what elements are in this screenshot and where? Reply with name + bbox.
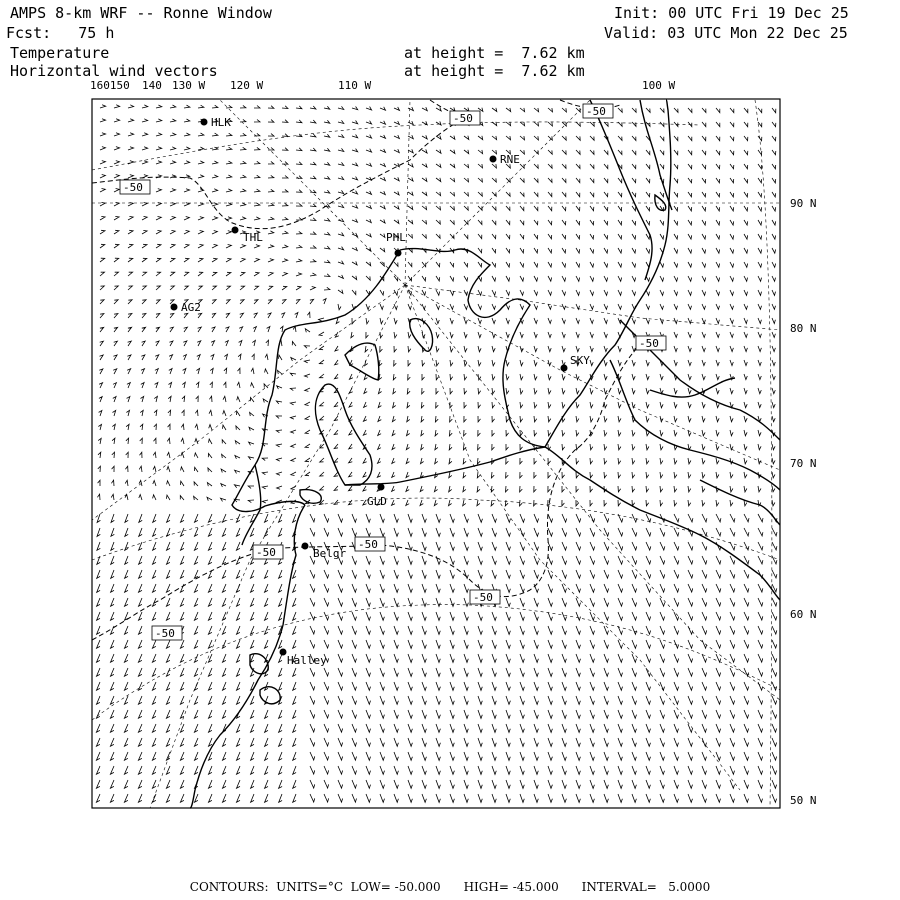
- contour-label: -50: [155, 627, 175, 640]
- lat-label-70n: 70 N: [790, 457, 817, 470]
- lon-label-130w: 130 W: [172, 79, 206, 92]
- wind-vectors: [96, 105, 777, 803]
- temperature-contour: [92, 100, 640, 640]
- contour-label: -50: [473, 591, 493, 604]
- latitude-labels: [790, 197, 817, 807]
- contours-footer: CONTOURS: UNITS=°C LOW= -50.000 HIGH= -45.000 INTERVAL= 5.0000: [189, 880, 711, 894]
- contour-label: -50: [123, 181, 143, 194]
- forecast-hour: Fcst: 75 h: [6, 24, 115, 42]
- longitude-labels: [90, 79, 675, 92]
- lat-label-50n: 50 N: [790, 794, 817, 807]
- station-label-hlk: HLK: [211, 116, 231, 129]
- contour-label: -50: [586, 105, 606, 118]
- field-temperature: Temperature: [10, 44, 110, 62]
- station-dot-thl: [232, 227, 239, 234]
- map-title: AMPS 8-km WRF -- Ronne Window: [10, 4, 272, 22]
- contour-label: -50: [256, 546, 276, 559]
- station-label-phl: PHL: [386, 231, 406, 244]
- station-dot-halley: [280, 649, 287, 656]
- contour-label: -50: [453, 112, 473, 125]
- lat-label-80n: 80 N: [790, 322, 817, 335]
- station-label-ag2: AG2: [181, 301, 201, 314]
- station-label-halley: Halley: [287, 654, 327, 667]
- station-dot-rne: [490, 156, 497, 163]
- station-label-sky: SKY: [570, 354, 590, 367]
- contour-label: -50: [358, 538, 378, 551]
- field-wind-vectors: Horizontal wind vectors: [10, 62, 218, 80]
- station-label-gld: GLD: [367, 495, 387, 508]
- coastlines: [190, 100, 780, 808]
- station-label-rne: RNE: [500, 153, 520, 166]
- lat-label-60n: 60 N: [790, 608, 817, 621]
- lat-label-90n: 90 N: [790, 197, 817, 210]
- station-dot-ag2: [171, 304, 178, 311]
- height-wind: at height = 7.62 km: [404, 62, 585, 80]
- lon-label-100w: 100 W: [642, 79, 676, 92]
- valid-time: Valid: 03 UTC Mon 22 Dec 25: [604, 24, 848, 42]
- wind-vector-field: [96, 105, 777, 803]
- lon-label-160-150: 160150: [90, 79, 130, 92]
- station-dot-hlk: [201, 119, 208, 126]
- init-time: Init: 00 UTC Fri 19 Dec 25: [614, 4, 849, 22]
- contour-labels: [120, 104, 666, 640]
- station-label-belgr: Belgr: [313, 547, 347, 560]
- station-dot-belgr: [302, 543, 309, 550]
- station-dot-phl: [395, 250, 402, 257]
- height-temperature: at height = 7.62 km: [404, 44, 585, 62]
- lon-label-110w: 110 W: [338, 79, 372, 92]
- contour-label: -50: [639, 337, 659, 350]
- station-dot-sky: [561, 365, 568, 372]
- lon-label-140: 140: [142, 79, 162, 92]
- lon-label-120w: 120 W: [230, 79, 264, 92]
- station-dot-gld: [378, 484, 385, 491]
- station-label-thl: THL: [243, 231, 263, 244]
